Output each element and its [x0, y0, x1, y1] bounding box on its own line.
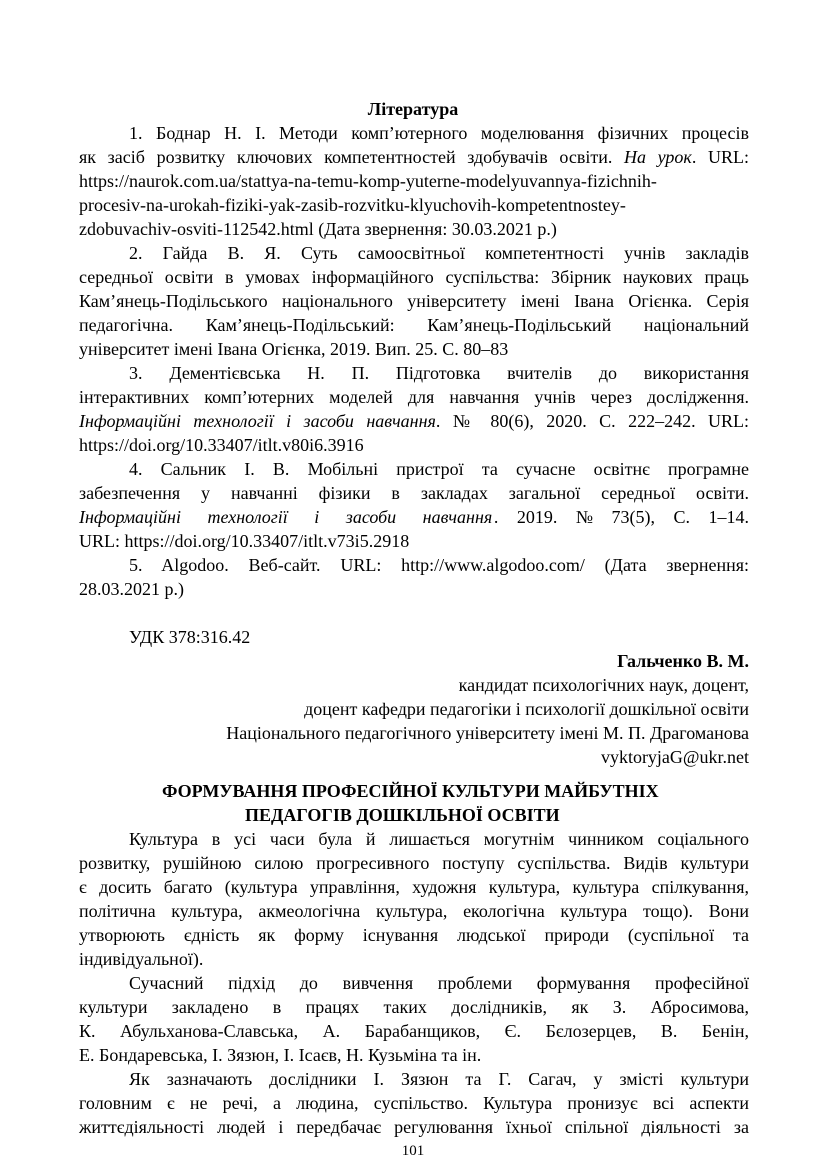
- reference-1-url-line-2[interactable]: procesiv-na-urokah-fiziki-yak-zasib-rozvitku-klyuchovih-kompetentnostey-: [79, 195, 626, 215]
- reference-4-doi-link[interactable]: URL: https://doi.org/10.33407/itlt.v73i5.2918: [79, 531, 410, 551]
- reference-3-line-2: інтерактивних комп’ютерних моделей для навчання учнів через дослідження.: [79, 387, 749, 407]
- reference-3-line-1: 3. Дементієвська Н. П. Підготовка вчителів до використання: [129, 363, 749, 383]
- reference-4-line-3: Інформаційні технології і засоби навчання . 2019. № 73(5), С. 1–14.: [79, 507, 749, 527]
- page-number: 101: [401, 1143, 425, 1159]
- article-title-line-1: ФОРМУВАННЯ ПРОФЕСІЙНОЇ КУЛЬТУРИ МАЙБУТНІХ: [162, 781, 659, 801]
- paragraph-2-line-1: Сучасний підхід до вивчення проблеми формування професійної: [129, 973, 749, 993]
- reference-3-doi-link[interactable]: https://doi.org/10.33407/itlt.v80i6.3916: [79, 435, 364, 455]
- paragraph-2-line-2: культури закладено в працях таких дослідників, як З. Абросимова,: [79, 997, 749, 1017]
- paragraph-2-line-4: Е. Бондаревська, І. Зязюн, І. Ісаєв, Н. Кузьміна та ін.: [79, 1045, 482, 1065]
- author-position: доцент кафедри педагогіки і психології дошкільної освіти: [304, 699, 749, 719]
- paragraph-1-line-2: розвитку, рушійною силою прогресивного поступу суспільства. Видів культури: [79, 853, 749, 873]
- author-email[interactable]: vyktoryjaG@ukr.net: [600, 747, 749, 767]
- paragraph-3-line-2: головним є не речі, а людина, суспільство. Культура пронизує всі аспекти: [79, 1093, 749, 1113]
- reference-2-line-4: педагогічна. Кам’янець-Подільський: Кам’янець-Подільський національний: [79, 315, 749, 335]
- reference-2-line-2: середньої освіти в умовах інформаційного суспільства: Збірник наукових праць: [79, 267, 749, 287]
- reference-1-line-2: як засіб розвитку ключових компетентностей здобувачів освіти. На урок. URL:: [79, 147, 749, 167]
- reference-3-line-3: Інформаційні технології і засоби навчання. № 80(6), 2020. С. 222–242. URL:: [79, 411, 749, 431]
- author-degree: кандидат психологічних наук, доцент,: [458, 675, 749, 695]
- reference-1-line-1: 1. Боднар Н. І. Методи комп’ютерного моделювання фізичних процесів: [129, 123, 749, 143]
- paragraph-1-line-3: є досить багато (культура управління, художня культура, культура спілкування,: [79, 877, 749, 897]
- paragraph-1-line-1: Культура в усі часи була й лишається могутнім чинником соціального: [129, 829, 749, 849]
- reference-5-line-1: 5. Algodoo. Веб-сайт. URL: http://www.algodoo.com/ (Дата звернення:: [129, 555, 749, 575]
- reference-4-line-2: забезпечення у навчанні фізики в закладах загальної середньої освіти.: [79, 483, 749, 503]
- reference-1-line-5: zdobuvachiv-osviti-112542.html (Дата звернення: 30.03.2021 р.): [79, 219, 557, 239]
- reference-5-line-2: 28.03.2021 р.): [79, 579, 184, 599]
- reference-4-line-1: 4. Сальник І. В. Мобільні пристрої та сучасне освітнє програмне: [129, 459, 749, 479]
- article-title-line-2: ПЕДАГОГІВ ДОШКІЛЬНОЇ ОСВІТИ: [245, 805, 560, 825]
- author-name: Гальченко В. М.: [617, 651, 749, 671]
- paragraph-1-line-5: утворюють єдність як форму існування людської природи (суспільної та: [79, 925, 749, 945]
- references-heading: Література: [367, 99, 459, 119]
- reference-2-line-5: університет імені Івана Огієнка, 2019. Вип. 25. С. 80–83: [79, 339, 509, 359]
- paragraph-1-line-4: політична культура, акмеологічна культура, екологічна культура тощо). Вони: [79, 901, 749, 921]
- paragraph-3-line-1: Як зазначають дослідники І. Зязюн та Г. Сагач, у змісті культури: [129, 1069, 749, 1089]
- udc-code: УДК 378:316.42: [129, 627, 251, 647]
- paragraph-3-line-3: життєдіяльності людей і передбачає регулювання їхньої спільної діяльності за: [79, 1117, 749, 1137]
- paragraph-2-line-3: К. Абульханова-Славська, А. Барабанщиков, Є. Бєлозерцев, В. Бенін,: [79, 1021, 749, 1041]
- reference-1-url-line-1[interactable]: https://naurok.com.ua/stattya-na-temu-komp-yuterne-modelyuvannya-fizichnih-: [79, 171, 657, 191]
- reference-2-line-1: 2. Гайда В. Я. Суть самоосвітньої компетентності учнів закладів: [129, 243, 749, 263]
- author-institution: Національного педагогічного університету імені М. П. Драгоманова: [226, 723, 749, 743]
- reference-2-line-3: Кам’янець-Подільського національного університету імені Івана Огієнка. Серія: [79, 291, 749, 311]
- paragraph-1-line-6: індивідуальної).: [79, 949, 204, 969]
